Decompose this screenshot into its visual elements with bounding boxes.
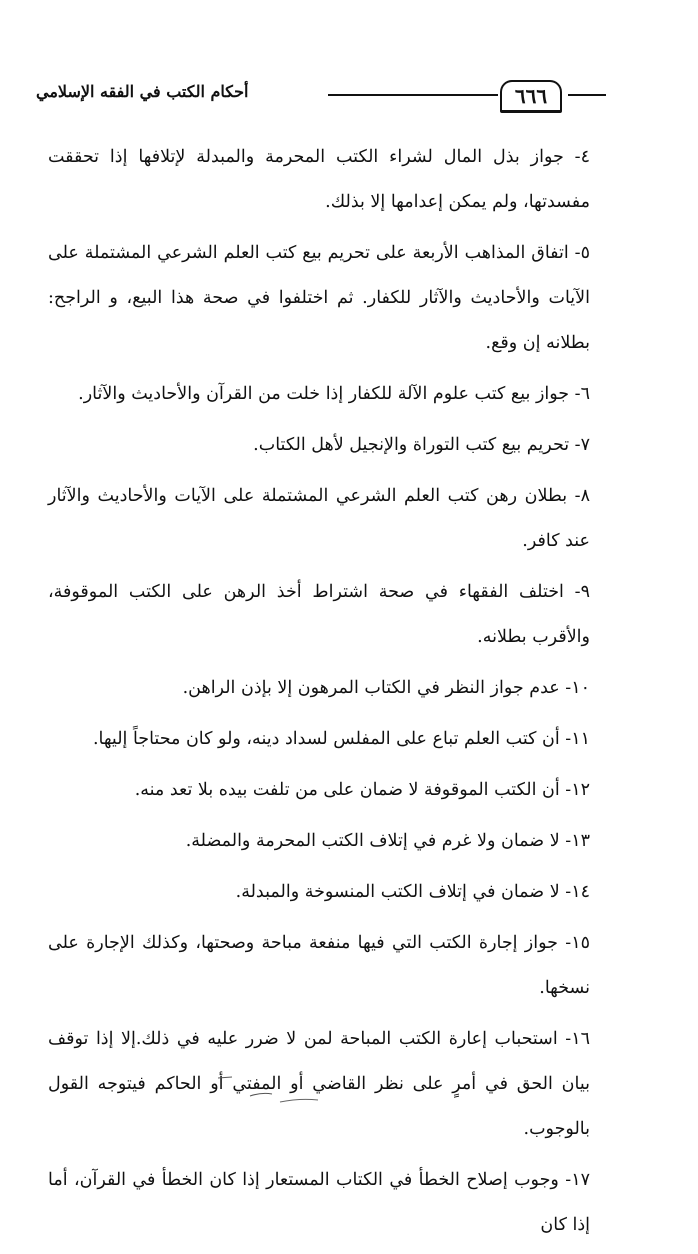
list-item-7: ٧- تحريم بيع كتب التوراة والإنجيل لأهل الكتاب. — [253, 435, 590, 455]
list-item-4: ٤- جواز بذل المال لشراء الكتب المحرمة والمبدلة لإتلافها إذا تحققت مفسدتها، ولم يمكن إعدامها إلا بذلك. — [48, 147, 590, 212]
scan-marks — [0, 1072, 698, 1110]
page-number: ٦٦٦ — [500, 80, 562, 113]
list-item-11: ١١- أن كتب العلم تباع على المفلس لسداد دينه، ولو كان محتاجاً إليها. — [92, 729, 590, 749]
list-item-12: ١٢- أن الكتب الموقوفة لا ضمان على من تلفت بيده بلا تعد منه. — [134, 780, 590, 800]
list-item-6: ٦- جواز بيع كتب علوم الآلة للكفار إذا خلت من القرآن والأحاديث والآثار. — [78, 384, 590, 404]
header-rule-middle — [328, 94, 498, 96]
list-item-15: ١٥- جواز إجارة الكتب التي فيها منفعة مباحة وصحتها، وكذلك الإجارة على نسخها. — [48, 933, 590, 998]
running-title: أحكام الكتب في الفقه الإسلامي — [36, 82, 249, 101]
list-item-9: ٩- اختلف الفقهاء في صحة اشتراط أخذ الرهن على الكتب الموقوفة، والأقرب بطلانه. — [48, 582, 590, 647]
list-item-14: ١٤- لا ضمان في إتلاف الكتب المنسوخة والمبدلة. — [235, 882, 590, 902]
list-item-8: ٨- بطلان رهن كتب العلم الشرعي المشتملة على الآيات والأحاديث والآثار عند كافر. — [48, 486, 590, 551]
list-item-10: ١٠- عدم جواز النظر في الكتاب المرهون إلا بإذن الراهن. — [182, 678, 590, 698]
page-header — [36, 74, 606, 114]
list-item-17: ١٧- وجوب إصلاح الخطأ في الكتاب المستعار إذا كان الخطأ في القرآن، أما إذا كان — [48, 1170, 590, 1235]
list-item-16: ١٦- استحباب إعارة الكتب المباحة لمن لا ضرر عليه في ذلك.إلا إذا توقف بيان الحق في أمرٍ على نظر القاضي أو المفتي أو الحاكم فيتوجه القول بالوجوب. — [48, 1029, 590, 1139]
list-item-5: ٥- اتفاق المذاهب الأربعة على تحريم بيع كتب العلم الشرعي المشتملة على الآيات والأحاديث والآثار للكفار. ثم اختلفوا في صحة هذا البيع، و الراجح: بطلانه إن وقع. — [48, 243, 590, 353]
header-rule-right — [568, 94, 606, 96]
list-item-13: ١٣- لا ضمان ولا غرم في إتلاف الكتب المحرمة والمضلة. — [185, 831, 590, 851]
